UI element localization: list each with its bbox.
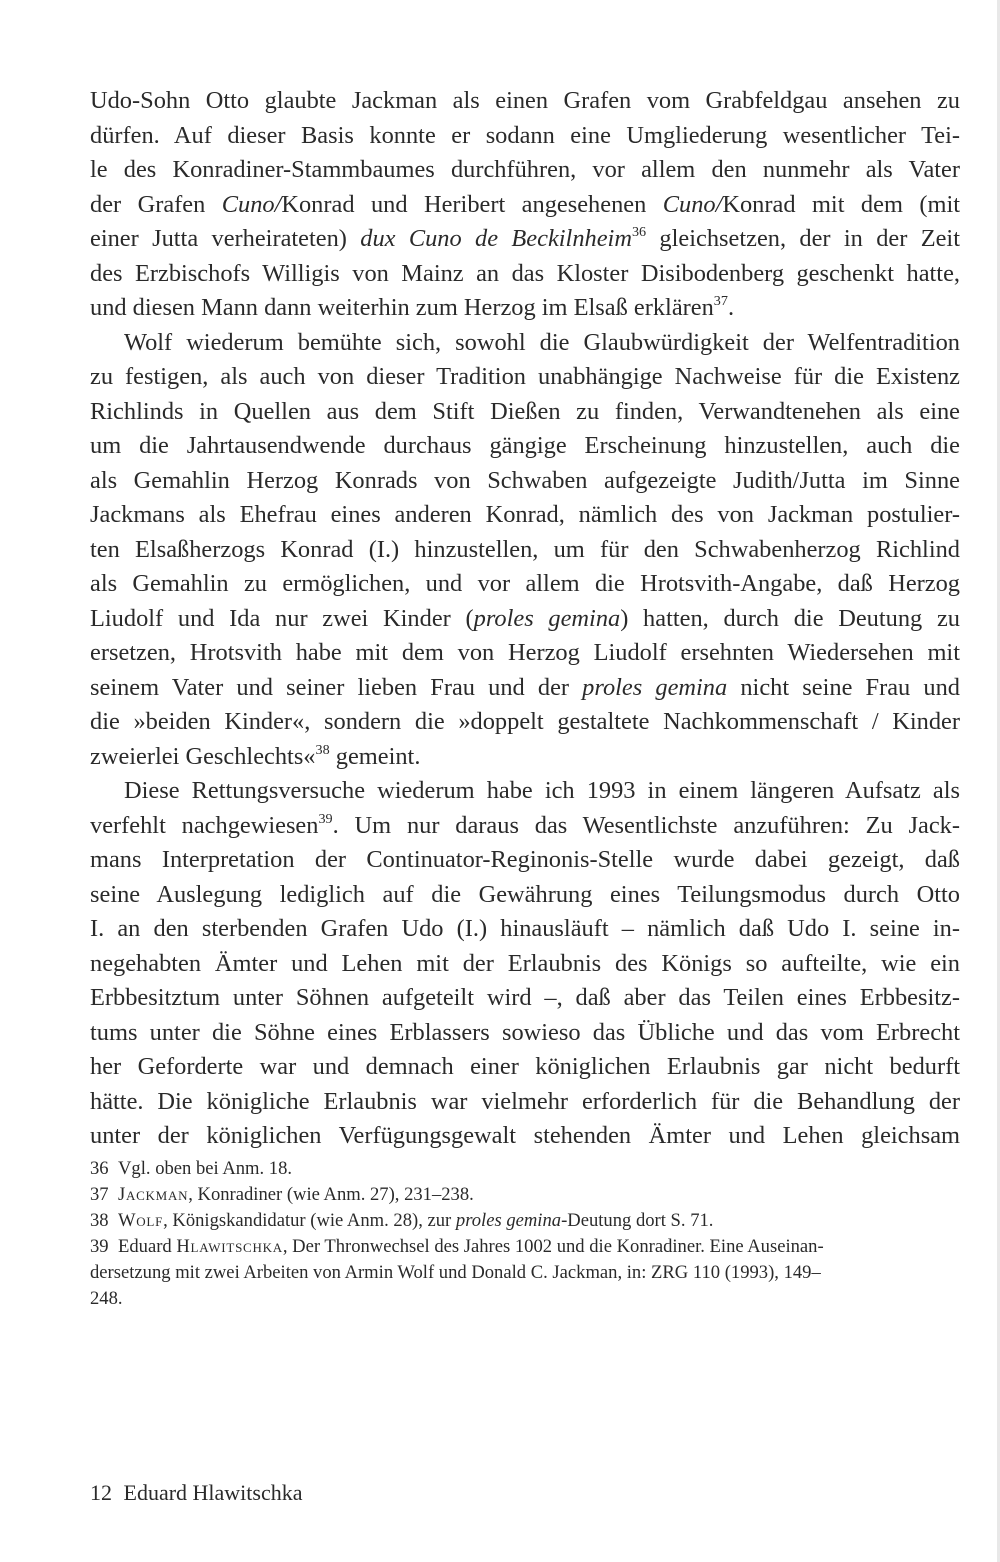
- text-line: mans Interpretation der Continuator-Reginonis-Stelle wurde dabei gezeigt, daß: [90, 846, 960, 873]
- text-line: tums unter die Söhne eines Erblassers sowieso das Übliche und das vom Erbrecht: [90, 1018, 960, 1046]
- text-line: einer Jutta verheirateten) dux Cuno de Beckilnheim$^{36}$ gleichsetzen, der in der Zeit: [90, 224, 960, 252]
- text-line: dürfen. Auf dieser Basis konnte er sodann eine Umgliederung wesentlicher Tei-: [90, 121, 960, 149]
- footnote-ref: 39: [318, 810, 333, 827]
- text-line: seine Auslegung lediglich auf die Gewährung eines Teilungsmodus durch Otto: [90, 880, 960, 908]
- footnote-36: 36 Vgl. oben bei Anm. 18.: [90, 1158, 293, 1179]
- text-line: Liudolf und Ida nur zwei Kinder (proles gemina) hatten, durch die Deutung zu: [90, 604, 960, 632]
- paragraph-2: [90, 326, 960, 775]
- text-line: des Erzbischofs Willigis von Mainz an das Kloster Disibodenberg geschenkt hatte,: [90, 259, 960, 287]
- footnote-ref: 38: [315, 741, 330, 758]
- text-line: negehabten Ämter und Lehen mit der Erlaubnis des Königs so aufteilte, wie ein: [90, 949, 960, 977]
- footnotes: [90, 1156, 960, 1312]
- text-line: Richlinds in Quellen aus dem Stift Dießen zu finden, Verwandtenehen als eine: [90, 397, 960, 425]
- text-line: seinem Vater und seiner lieben Frau und der proles gemina nicht seine Frau und: [90, 673, 960, 701]
- paragraph-1: [90, 84, 960, 326]
- text-line: unter der königlichen Verfügungsgewalt stehenden Ämter und Lehen gleichsam: [90, 1122, 960, 1149]
- page-footer: [90, 1480, 303, 1506]
- main-text: [90, 84, 960, 1154]
- text-line: Udo-Sohn Otto glaubte Jackman als einen Grafen vom Grabfeldgau ansehen zu: [90, 87, 960, 114]
- text-line: und diesen Mann dann weiterhin zum Herzog im Elsaß erklären$^{37}$.: [90, 293, 735, 321]
- text-line: her Geforderte war und demnach einer königlichen Erlaubnis gar nicht bedurft: [90, 1053, 960, 1080]
- text-line: um die Jahrtausendwende durchaus gängige Erscheinung hinzustellen, auch die: [90, 432, 960, 459]
- text-line: Erbbesitztum unter Söhnen aufgeteilt wird –, daß aber das Teilen eines Erbbesitz-: [90, 984, 960, 1011]
- text-line: Jackmans als Ehefrau eines anderen Konrad, nämlich des von Jackman postulier-: [90, 501, 960, 528]
- footnote-ref: 37: [713, 293, 728, 310]
- text-line: le des Konradiner-Stammbaumes durchführen, vor allem den nunmehr als Vater: [90, 156, 960, 183]
- text-line: als Gemahlin zu ermöglichen, und vor allem die Hrotsvith-Angabe, daß Herzog: [90, 570, 960, 597]
- text-line: zweierlei Geschlechts«$^{38}$ gemeint.: [90, 741, 421, 770]
- text-line: I. an den sterbenden Grafen Udo (I.) hinausläuft – nämlich daß Udo I. seine in-: [90, 915, 960, 942]
- text-line: Diese Rettungsversuche wiederum habe ich 1993 in einem längeren Aufsatz als: [124, 777, 960, 804]
- text-line: zu festigen, als auch von dieser Tradition unabhängige Nachweise für die Existenz: [90, 363, 960, 390]
- footnote-37: 37 Jackman, Konradiner (wie Anm. 27), 231–238.: [90, 1184, 474, 1205]
- footnote-39: 39 Eduard Hlawitschka, Der Thronwechsel des Jahres 1002 und die Konradiner. Eine Auseinan- dersetzung mit zwei Arbeiten von Armin Wolf und Donald C. Jackman, in: ZRG 110 (1993), 149– 248.: [90, 1236, 824, 1309]
- text-line: hätte. Die königliche Erlaubnis war vielmehr erforderlich für die Behandlung der: [90, 1087, 960, 1115]
- footnote-ref: 36: [631, 224, 647, 241]
- text-line: verfehlt nachgewiesen$^{39}$. Um nur daraus das Wesentlichste anzuführen: Zu Jack-: [90, 810, 961, 839]
- text-line: als Gemahlin Herzog Konrads von Schwaben aufgezeigte Judith/Jutta im Sinne: [90, 466, 960, 494]
- text-line: die »beiden Kinder«, sondern die »doppelt gestaltete Nachkommenschaft / Kinder: [90, 708, 960, 735]
- text-line: ten Elsaßherzogs Konrad (I.) hinzustellen, um für den Schwabenherzog Richlind: [90, 535, 960, 563]
- text-line: Wolf wiederum bemühte sich, sowohl die Glaubwürdigkeit der Welfentradition: [124, 328, 960, 356]
- paragraph-3: [90, 774, 960, 1154]
- page-number: 12: [90, 1480, 112, 1505]
- running-head: Eduard Hlawitschka: [123, 1480, 303, 1505]
- text-line: ersetzen, Hrotsvith habe mit dem von Herzog Liudolf ersehnten Wiedersehen mit: [90, 639, 960, 666]
- text-line: der Grafen Cuno/Konrad und Heribert angesehenen Cuno/Konrad mit dem (mit: [90, 190, 961, 218]
- footnote-38: 38 Wolf, Königskandidatur (wie Anm. 28), zur proles gemina-Deutung dort S. 71.: [90, 1210, 714, 1231]
